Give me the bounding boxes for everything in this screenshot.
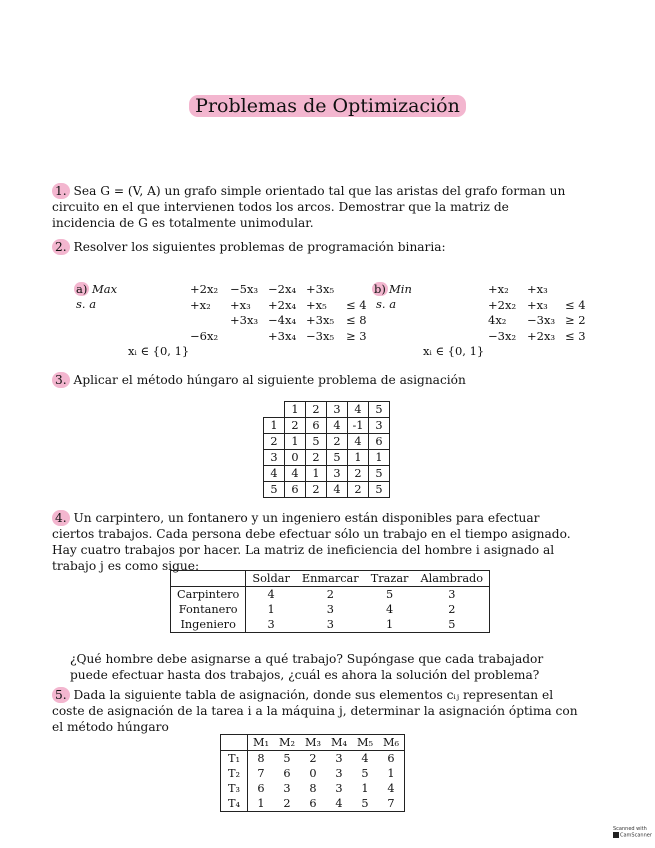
camscanner-icon [613,832,619,838]
table-cell: 4 [385,603,394,616]
table-cell: 2 [326,588,334,601]
table-cell: Enmarcar [296,571,365,587]
table-cell: 5 [264,482,285,498]
table-cell: 2 [309,752,317,765]
table-cell: M₄ [326,735,352,751]
table-cell: 6 [257,782,265,795]
system-term: ≥ 2 [565,313,586,327]
table-cell: -1 [348,418,369,434]
table-cell: M₂ [274,735,300,751]
table-row [264,482,390,498]
table-cell: 3 [264,450,285,466]
table-cell: 3 [448,588,456,601]
table-cell: M₅ [352,735,378,751]
system-term: −5x₃ [230,282,259,296]
table-cell: 4 [387,782,395,795]
system-term: +2x₄ [268,297,297,312]
table-cell: 1 [385,618,394,631]
table-cell: Trazar [365,571,415,587]
table-cell: 0 [309,767,317,780]
system-term: +x₃ [527,282,548,296]
table-cell [221,735,248,751]
table-cell: 6 [309,797,317,810]
table-cell: 4 [267,588,275,601]
assignment-table-3 [263,401,390,498]
problem-number: 3. [52,372,70,388]
system-term: ≤ 4 [565,297,586,312]
table-cell: 4 [327,418,348,434]
problem-text: Dada la siguiente tabla de asignación, donde sus elementos cᵢⱼ representan el coste de asignación de la tarea i a la máquina j, determinar la asignación óptima con el método húngaro [52,688,578,734]
table-cell: 1 [267,603,275,616]
table-cell: 1 [306,466,327,482]
table-cell [171,571,246,587]
subject-to: s. a [76,297,97,311]
subject-to: s. a [376,297,397,311]
table-row [221,781,405,796]
problem-text: Sea G = (V, A) un grafo simple orientado tal que las aristas del grafo forman un circuito en el que intervienen todos los arcos. Demostrar que la matriz de incidencia de G es totalmente unimodular. [52,184,566,230]
system-label: b) [374,282,386,296]
domain: xᵢ ∈ {0, 1} [128,344,190,358]
problem-number: 2. [52,239,70,255]
table-cell: M₃ [300,735,326,751]
table-cell: 2 [283,797,291,810]
table-cell: 4 [361,752,369,765]
table-row [264,450,390,466]
table-cell: 6 [387,752,395,765]
table-cell: T₁ [221,751,248,767]
table-cell: 1 [285,434,306,450]
table-cell: 5 [283,752,291,765]
table-cell: 6 [283,767,291,780]
system-term: 4x₂ [488,313,507,327]
table-cell: T₂ [221,766,248,781]
table-cell: 2 [448,603,456,616]
table-cell: 5 [369,466,390,482]
table-cell: 2 [348,466,369,482]
table-cell: 3 [335,752,343,765]
table-cell: Fontanero [171,602,246,617]
system-term: +x₂ [190,297,211,312]
table-cell: Alambrado [414,571,489,587]
system-term: +3x₅ [306,313,335,327]
system-term: +2x₂ [190,282,219,296]
system-label: a) [76,282,88,296]
table-cell: 1 [264,418,285,434]
table-row [171,602,490,617]
table-cell: 2 [306,402,327,418]
table-cell: 4 [285,466,306,482]
problem-text: Aplicar el método húngaro al siguiente problema de asignación [73,373,466,387]
table-cell: Carpintero [171,587,246,603]
table-cell: 0 [285,450,306,466]
table-cell: 3 [326,603,334,616]
table-row [171,587,490,603]
system-term: −4x₄ [268,313,297,327]
system-term: +3x₄ [268,328,297,343]
table-cell: 5 [306,434,327,450]
table-cell: 8 [257,752,265,765]
table-cell: 3 [369,418,390,434]
table-cell: 5 [361,767,369,780]
table-cell: 2 [306,482,327,498]
system-term: ≥ 3 [346,328,367,343]
table-cell: 6 [369,434,390,450]
table-cell: M₆ [378,735,405,751]
table-cell: 7 [387,797,395,810]
problem-3 [52,372,572,388]
table-cell: 7 [257,767,265,780]
system-term: −6x₂ [190,328,219,343]
table-cell: 1 [387,767,395,780]
system-term: +2x₃ [527,328,556,343]
objective-type: Max [92,282,118,296]
table-cell: Ingeniero [171,617,246,633]
camscanner-stamp: Scanned with CamScanner [613,826,652,839]
table-cell: 4 [264,466,285,482]
table-cell [264,402,285,418]
table-row [264,466,390,482]
table-cell: T₄ [221,796,248,812]
table-cell: 2 [306,450,327,466]
table-cell: 1 [257,797,265,810]
assignment-table-5 [220,734,405,812]
table-row [264,434,390,450]
problem-5 [52,687,582,735]
system-term: +3x₃ [230,313,259,327]
table-cell: 4 [348,402,369,418]
table-cell: 5 [448,618,456,631]
table-cell: 2 [348,482,369,498]
table-cell: 1 [285,402,306,418]
inefficiency-table [170,570,490,633]
table-cell: 3 [327,466,348,482]
table-cell: 5 [361,797,369,810]
problem-text: Resolver los siguientes problemas de programación binaria: [73,240,446,254]
table-cell: 3 [335,782,343,795]
table-cell: 5 [385,588,394,601]
system-term: +x₃ [230,297,251,312]
table-row [171,617,490,633]
system-term: +3x₅ [306,282,335,296]
table-header-row [221,735,405,751]
objective-type: Min [389,282,412,296]
table-cell: T₃ [221,781,248,796]
problem-4-question: ¿Qué hombre debe asignarse a qué trabajo? Supóngase que cada trabajador puede efectuar hasta dos trabajos, ¿cuál es ahora la solución del problema? [70,652,544,682]
table-cell: 1 [369,450,390,466]
table-cell: 5 [369,402,390,418]
table-row [221,751,405,767]
problem-number: 4. [52,510,70,526]
table-cell: 3 [283,782,291,795]
domain: xᵢ ∈ {0, 1} [423,344,485,358]
table-cell: Soldar [246,571,296,587]
page-title: Problemas de Optimización [0,95,655,117]
problem-number: 1. [52,183,70,199]
problem-text: Un carpintero, un fontanero y un ingeniero están disponibles para efectuar ciertos trabajos. Cada persona debe efectuar sólo un trabajo en el tiempo asignado. Hay cuatro trabajos por hacer. La matriz de ineficiencia del hombre i asignado al trabajo j es como sigue: [52,511,571,573]
table-cell: 2 [285,418,306,434]
table-row [221,796,405,812]
table-cell: 5 [369,482,390,498]
table-cell: 1 [361,782,369,795]
table-cell: 2 [264,434,285,450]
system-term: −3x₃ [527,313,556,327]
table-cell: 6 [306,418,327,434]
table-cell: 6 [285,482,306,498]
problem-number: 5. [52,687,70,703]
problem-2 [52,239,572,255]
problem-1 [52,183,572,231]
table-cell: 5 [327,450,348,466]
table-cell: 1 [348,450,369,466]
system-term: +x₃ [527,297,548,312]
table-cell: 3 [267,618,275,631]
problem-4 [52,510,582,574]
system-term: −3x₅ [306,328,335,343]
system-term: ≤ 8 [346,313,367,327]
system-term: ≤ 3 [565,328,586,343]
table-cell: 4 [335,797,343,810]
table-cell: 3 [326,618,334,631]
system-term: −3x₂ [488,328,517,343]
table-header-row [264,402,390,418]
table-cell: 2 [327,434,348,450]
system-term: ≤ 4 [346,297,367,312]
system-term: +x₅ [306,297,327,312]
table-cell: M₁ [248,735,275,751]
system-term: −2x₄ [268,282,297,296]
table-header-row [171,571,490,587]
table-cell: 3 [335,767,343,780]
table-cell: 4 [327,482,348,498]
table-cell: 3 [327,402,348,418]
table-cell: 4 [348,434,369,450]
table-cell: 8 [309,782,317,795]
system-term: +x₂ [488,282,509,296]
table-row [221,766,405,781]
system-term: +2x₂ [488,297,517,312]
table-row [264,418,390,434]
